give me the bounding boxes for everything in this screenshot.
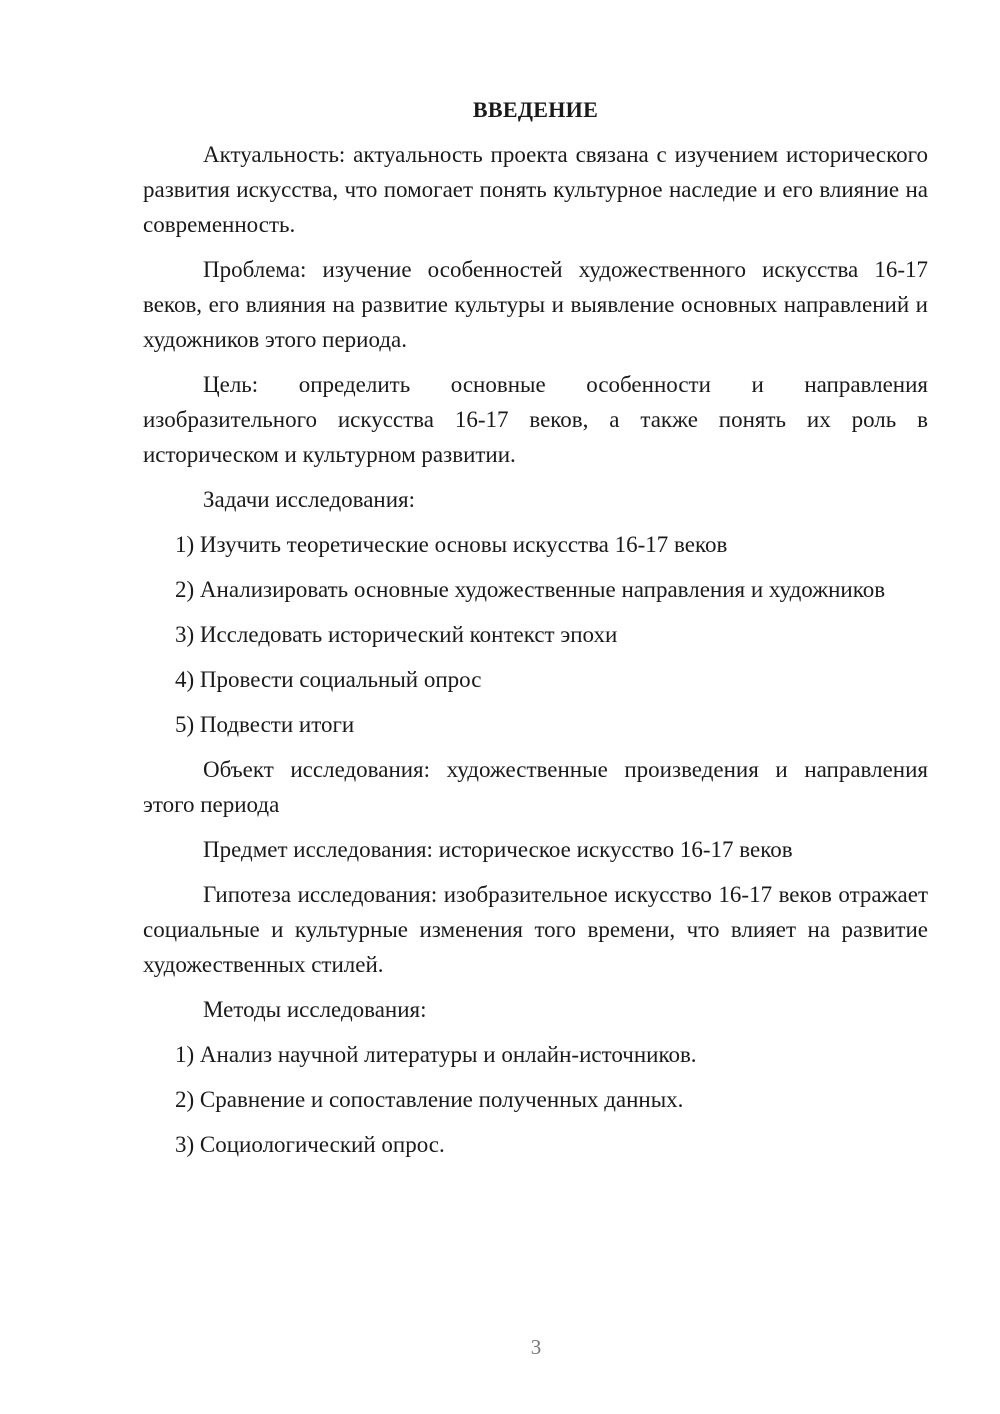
task-item-5: 5) Подвести итоги <box>175 712 355 737</box>
page-title: ВВЕДЕНИЕ <box>472 97 599 122</box>
task-item-2: 2) Анализировать основные художественные направления и художников <box>175 577 886 602</box>
problem-paragraph: Проблема: изучение особенностей художественного искусства 16-17 веков, его влияния на развитие культуры и выявление основных направлений и художников этого периода. <box>143 257 928 352</box>
document-page <box>143 92 928 1172</box>
methods-heading: Методы исследования: <box>203 997 427 1022</box>
subject-paragraph: Предмет исследования: историческое искусство 16-17 веков <box>203 837 793 862</box>
object-paragraph: Объект исследования: художественные произведения и направления этого периода <box>143 757 928 817</box>
goal-paragraph: Цель: определить основные особенности и направления изобразительного искусства 16-17 веков, а также понять их роль в историческом и культурном развитии. <box>143 372 928 467</box>
task-item-1: 1) Изучить теоретические основы искусства 16-17 веков <box>175 532 728 557</box>
page-number: 3 <box>530 1335 542 1359</box>
method-item-3: 3) Социологический опрос. <box>175 1132 445 1157</box>
task-item-4: 4) Провести социальный опрос <box>175 667 482 692</box>
tasks-heading: Задачи исследования: <box>203 487 416 512</box>
method-item-2: 2) Сравнение и сопоставление полученных данных. <box>175 1087 684 1112</box>
hypothesis-paragraph: Гипотеза исследования: изобразительное искусство 16-17 веков отражает социальные и культурные изменения того времени, что влияет на развитие художественных стилей. <box>143 882 928 977</box>
relevance-paragraph: Актуальность: актуальность проекта связана с изучением исторического развития искусства, что помогает понять культурное наследие и его влияние на современность. <box>143 142 928 237</box>
method-item-1: 1) Анализ научной литературы и онлайн-источников. <box>175 1042 697 1067</box>
task-item-3: 3) Исследовать исторический контекст эпохи <box>175 622 618 647</box>
